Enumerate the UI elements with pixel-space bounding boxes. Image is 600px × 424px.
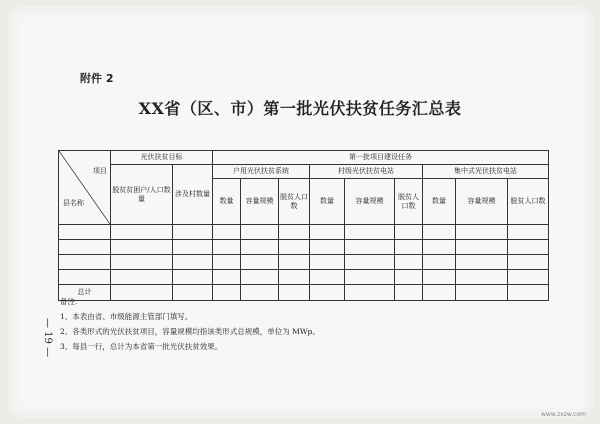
corner-bottom-label: 县名称 <box>63 199 84 208</box>
attachment-label: 附件 2 <box>80 72 114 85</box>
header-village-pv: 村级光伏扶贫电站 <box>310 165 423 179</box>
header-villages: 涉及村数量 <box>173 165 213 225</box>
note-item: 2、各类形式的光伏扶贫项目，容量规模均指该类形式总规模，单位为 MWp。 <box>60 327 320 336</box>
header-task-group: 第一批项目建设任务 <box>213 151 549 165</box>
note-item: 3、每县一行，总计为本省第一批光伏扶贫效果。 <box>60 342 223 351</box>
notes-heading: 备注： <box>60 297 83 306</box>
header-capacity: 容量规模 <box>345 179 395 225</box>
corner-diagonal-cell <box>59 151 111 225</box>
notes <box>60 294 320 354</box>
header-household-pv: 户用光伏扶贫系统 <box>213 165 310 179</box>
header-poverty: 脱贫人口数 <box>279 179 310 225</box>
header-poverty: 脱贫人口数 <box>395 179 423 225</box>
total-label: 总计 <box>59 285 111 301</box>
table-row <box>59 255 549 270</box>
header-capacity: 容量规模 <box>456 179 508 225</box>
table-row <box>59 270 549 285</box>
watermark: www.zxzw.com <box>540 411 586 418</box>
note-item: 1、本表由省、市级能源主管部门填写。 <box>60 312 193 321</box>
header-count: 数量 <box>423 179 456 225</box>
corner-top-label: 项目 <box>93 167 107 175</box>
header-target-group: 光伏扶贫目标 <box>111 151 213 165</box>
diagonal-line <box>59 151 110 224</box>
summary-table <box>58 150 549 301</box>
header-count: 数量 <box>213 179 241 225</box>
table-row <box>59 240 549 255</box>
header-central-pv: 集中式光伏扶贫电站 <box>423 165 549 179</box>
header-count: 数量 <box>310 179 345 225</box>
table-row <box>59 225 549 240</box>
page-number: — 19 — <box>42 318 53 358</box>
header-households: 脱贫贫困户/人口数量 <box>111 165 173 225</box>
header-capacity: 容量规模 <box>241 179 279 225</box>
header-poverty: 脱贫人口数 <box>508 179 549 225</box>
document-title: XX省（区、市）第一批光伏扶贫任务汇总表 <box>138 99 462 118</box>
